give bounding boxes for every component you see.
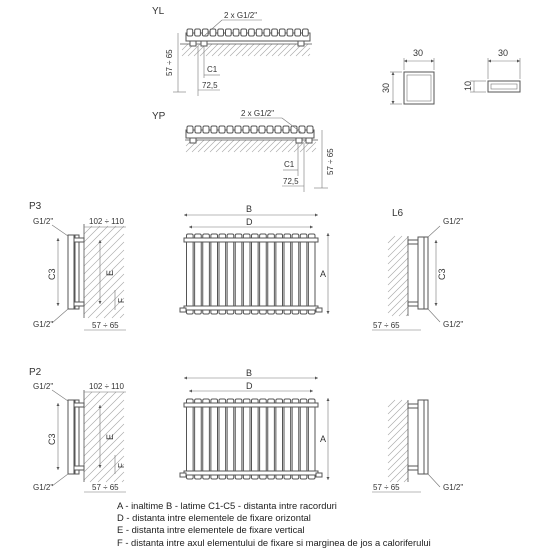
hatch-line: [390, 464, 408, 482]
hatch-line: [218, 44, 230, 56]
connector: [180, 473, 186, 477]
vertical-tube: [243, 399, 250, 479]
p2-right-bracket-bottom: [408, 466, 418, 470]
hatch-line: [84, 258, 124, 298]
vertical-tube: [308, 234, 315, 314]
l6-side-view: [372, 208, 463, 330]
p3-front-view: [180, 204, 328, 314]
hatch-line: [84, 400, 124, 440]
vertical-tube: [219, 234, 226, 314]
legend-line-2: D - distanta intre elementele de fixare orizontal: [117, 512, 311, 524]
tube-top: [195, 126, 201, 133]
header-bottom: [184, 306, 318, 310]
p2-g12-top: G1/2": [33, 382, 54, 391]
hatch-line: [282, 140, 294, 152]
tube-top: [264, 29, 270, 36]
p3-radiator-front: [180, 234, 322, 314]
l6-wall-hatch: [388, 236, 408, 316]
vertical-tube: [235, 234, 242, 314]
vertical-tube: [268, 399, 275, 479]
tube-top: [241, 29, 247, 36]
hatch-line: [388, 400, 395, 407]
yp-dim-height: 57 ÷ 65: [326, 148, 335, 175]
p2-right-wall-hatch: [388, 400, 408, 482]
p2-dim-d: D: [246, 381, 253, 391]
tube-top: [249, 29, 255, 36]
yl-dim-height: 57 ÷ 65: [165, 49, 174, 76]
hatch-line: [98, 456, 124, 482]
tube-top: [187, 29, 193, 36]
p2-dim-offset: 57 ÷ 65: [92, 483, 119, 492]
hatch-line: [254, 44, 266, 56]
p3-radiator-back: [75, 235, 79, 309]
p3-radiator-front: [68, 235, 74, 309]
legend-line-3: E - distanta intre elementele de fixare vertical: [117, 524, 305, 536]
hatch-line: [198, 140, 210, 152]
hatch-line: [278, 44, 290, 56]
flat-width-label: 30: [498, 48, 509, 58]
tube-top: [272, 29, 278, 36]
p2-right-dim-offset: 57 ÷ 65: [373, 483, 400, 492]
l6-g12-top: G1/2": [443, 217, 464, 226]
p2-bracket-bottom: [74, 466, 84, 470]
p2-dim-e: E: [105, 433, 115, 440]
hatch-line: [204, 140, 216, 152]
hatch-line: [114, 472, 124, 482]
vertical-tube: [292, 399, 299, 479]
tube-profile-square: [381, 48, 434, 104]
tube-top: [235, 126, 241, 133]
tube-top: [307, 126, 313, 133]
hatch-line: [234, 140, 246, 152]
hatch-line: [308, 54, 310, 56]
hatch-line: [312, 148, 316, 152]
hatch-line: [84, 392, 92, 400]
tube-top: [233, 29, 239, 36]
square-height-label: 30: [381, 82, 391, 93]
p2-radiator-front: [68, 400, 74, 474]
vertical-tube: [252, 234, 259, 314]
tube-top: [226, 29, 232, 36]
tube-top: [259, 126, 265, 133]
hatch-line: [84, 408, 124, 448]
tube-top: [256, 29, 262, 36]
hatch-line: [388, 236, 395, 243]
yp-foot-left: [190, 138, 196, 143]
tube-top: [267, 126, 273, 133]
p2-side-view: [29, 367, 126, 492]
hatch-line: [276, 140, 288, 152]
hatch-line: [84, 234, 124, 274]
l6-g12-bottom: G1/2": [443, 320, 464, 329]
p3-dim-e: E: [105, 269, 115, 276]
hatch-line: [248, 44, 260, 56]
hatch-line: [240, 140, 252, 152]
tube-top: [219, 126, 225, 133]
p2-right-side-view: [372, 400, 463, 492]
p2-dim-depth: 102 ÷ 110: [89, 382, 124, 391]
hatch-line: [206, 44, 218, 56]
tube-top: [299, 126, 305, 133]
yl-view: [152, 6, 312, 96]
vertical-tube: [268, 234, 275, 314]
vertical-tube: [292, 234, 299, 314]
legend: [117, 500, 547, 549]
hatch-line: [230, 44, 242, 56]
vertical-tube: [195, 234, 202, 314]
hatch-line: [388, 400, 402, 414]
p2-right-g12: G1/2": [443, 483, 464, 492]
tube-top: [218, 29, 224, 36]
vertical-tube: [235, 399, 242, 479]
tube-top: [203, 126, 209, 133]
hatch-line: [260, 44, 272, 56]
hatch-line: [84, 392, 100, 408]
p3-side-view: [29, 201, 126, 330]
vertical-tube: [211, 399, 218, 479]
vertical-tube: [203, 234, 210, 314]
yl-foot-right: [298, 41, 304, 46]
vertical-tube: [195, 399, 202, 479]
p3-dim-c3: C3: [47, 268, 57, 280]
hatch-line: [252, 140, 264, 152]
hatch-line: [120, 314, 124, 318]
tube-top: [195, 29, 201, 36]
hatch-line: [264, 140, 276, 152]
hatch-line: [216, 140, 228, 152]
yl-section-label: YL: [152, 6, 165, 17]
yp-connections-label: 2 x G1/2": [241, 109, 275, 118]
hatch-line: [84, 392, 124, 432]
vertical-tube: [284, 234, 291, 314]
hatch-line: [210, 140, 222, 152]
p3-dim-f: F: [117, 298, 126, 303]
tube-top: [295, 29, 301, 36]
hatch-line: [388, 236, 402, 250]
vertical-tube: [187, 234, 194, 314]
flat-profile-outer: [488, 81, 520, 92]
tube-profile-flat: [463, 48, 520, 92]
yl-connector: [201, 41, 207, 46]
vertical-tube: [243, 234, 250, 314]
p3-dim-b: B: [246, 204, 253, 214]
p3-dim-offset: 57 ÷ 65: [92, 321, 119, 330]
vertical-tube: [284, 399, 291, 479]
hatch-line: [258, 140, 270, 152]
hatch-line: [84, 440, 124, 480]
p2-right-bracket-top: [408, 404, 418, 408]
p2-section-label: P2: [29, 367, 42, 378]
p2-right-radiator-back: [424, 400, 428, 474]
p2-radiator-back: [75, 400, 79, 474]
yl-connections-label: 2 x G1/2": [224, 11, 258, 20]
header-top: [184, 238, 318, 242]
square-width-label: 30: [413, 48, 424, 58]
p3-dim-a: A: [320, 269, 327, 279]
hatch-line: [246, 140, 258, 152]
l6-bracket-bottom: [408, 302, 418, 306]
vertical-tube: [300, 234, 307, 314]
l6-radiator-back: [424, 237, 428, 309]
yp-connector: [296, 138, 302, 143]
vertical-tube: [252, 399, 259, 479]
header-top: [184, 403, 318, 407]
yp-dim-c1: C1: [284, 160, 295, 169]
p2-right-radiator-front: [418, 400, 424, 474]
l6-dim-offset: 57 ÷ 65: [373, 321, 400, 330]
p3-dim-depth: 102 ÷ 110: [89, 217, 124, 226]
tube-top: [251, 126, 257, 133]
hatch-line: [228, 140, 240, 152]
flat-height-label: 10: [463, 80, 473, 91]
p3-g12-top: G1/2": [33, 217, 54, 226]
p2-dim-a: A: [320, 434, 327, 444]
p2-radiator-front: [180, 399, 322, 479]
vertical-tube: [219, 399, 226, 479]
vertical-tube: [227, 234, 234, 314]
p3-wall-hatch: [84, 226, 124, 318]
hatch-line: [272, 44, 284, 56]
p3-section-label: P3: [29, 201, 42, 212]
vertical-tube: [187, 399, 194, 479]
hatch-line: [84, 242, 124, 282]
connector: [316, 308, 322, 312]
hatch-line: [222, 140, 234, 152]
hatch-line: [404, 478, 408, 482]
hatch-line: [266, 44, 278, 56]
p2-dim-f: F: [117, 463, 126, 468]
connector: [180, 308, 186, 312]
tube-top: [275, 126, 281, 133]
yp-view: [152, 109, 335, 192]
hatch-line: [122, 480, 124, 482]
header-bottom: [184, 471, 318, 475]
p3-bracket-top: [74, 238, 84, 242]
hatch-line: [399, 307, 408, 316]
hatch-line: [242, 44, 254, 56]
vertical-tube: [211, 234, 218, 314]
vertical-tube: [260, 399, 267, 479]
yp-section-label: YP: [152, 111, 166, 122]
yp-foot-right: [306, 138, 312, 143]
hatch-line: [270, 140, 282, 152]
hatch-line: [182, 44, 188, 50]
l6-radiator-front: [418, 237, 424, 309]
hatch-line: [84, 226, 100, 242]
vertical-tube: [260, 234, 267, 314]
hatch-line: [392, 300, 408, 316]
vertical-tube: [276, 399, 283, 479]
hatch-line: [397, 471, 408, 482]
vertical-tube: [227, 399, 234, 479]
vertical-tube: [308, 399, 315, 479]
hatch-line: [284, 44, 296, 56]
tube-top: [243, 126, 249, 133]
connector: [316, 473, 322, 477]
l6-section-label: L6: [392, 208, 404, 219]
l6-bracket-top: [408, 240, 418, 244]
vertical-tube: [276, 234, 283, 314]
p3-dim-d: D: [246, 217, 253, 227]
hatch-line: [212, 44, 224, 56]
p3-g12-bottom: G1/2": [33, 320, 54, 329]
p2-dim-c3: C3: [47, 433, 57, 445]
p2-g12-bottom: G1/2": [33, 483, 54, 492]
tube-top: [279, 29, 285, 36]
hatch-line: [84, 424, 124, 464]
tube-top: [303, 29, 309, 36]
vertical-tube: [300, 399, 307, 479]
p3-bracket-bottom: [74, 302, 84, 306]
tube-top: [227, 126, 233, 133]
p2-bracket-top: [74, 403, 84, 407]
hatch-line: [84, 250, 124, 290]
tube-top: [287, 29, 293, 36]
yp-dim-725: 72,5: [283, 177, 299, 186]
yl-foot-left: [190, 41, 196, 46]
yl-dim-c1: C1: [207, 65, 218, 74]
tube-top: [283, 126, 289, 133]
legend-line-1: A - inaltime B - latime C1-C5 - distanta intre racorduri: [117, 500, 337, 511]
hatch-line: [84, 274, 124, 314]
hatch-line: [224, 44, 236, 56]
square-profile-outer: [404, 72, 434, 104]
tube-top: [187, 126, 193, 133]
vertical-tube: [203, 399, 210, 479]
l6-dim-c3: C3: [437, 268, 447, 280]
tube-top: [211, 126, 217, 133]
hatch-line: [84, 226, 124, 266]
hatch-line: [236, 44, 248, 56]
p2-dim-b: B: [246, 368, 253, 378]
yl-dim-725: 72,5: [202, 81, 218, 90]
hatch-line: [84, 416, 124, 456]
p2-front-view: [180, 368, 328, 480]
legend-line-4: F - distanta intre axul elementului de fixare si marginea de jos a caloriferului: [117, 536, 431, 548]
